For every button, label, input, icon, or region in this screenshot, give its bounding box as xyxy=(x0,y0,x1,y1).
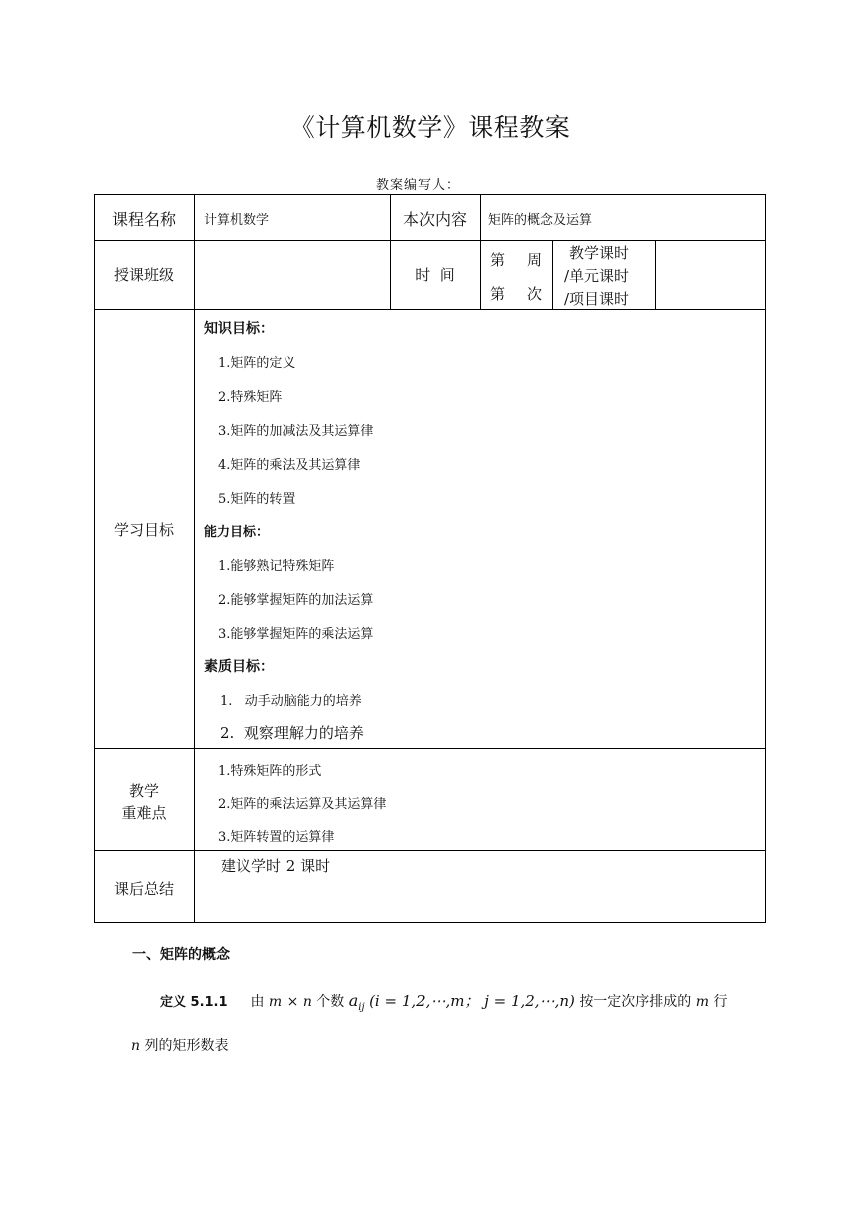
ability-heading: 能力目标： xyxy=(204,525,270,540)
hours-line-1: 教学课时 xyxy=(569,244,630,262)
ability-item: 1.能够熟记特殊矩阵 xyxy=(218,559,335,574)
knowledge-item: 4.矩阵的乘法及其运算律 xyxy=(218,458,361,473)
hours-line-2: /单元课时 xyxy=(564,267,630,285)
author-label: 教案编写人： xyxy=(376,178,461,193)
quality-item: 1. 动手动脑能力的培养 xyxy=(220,694,362,709)
definition-text: 列的矩形数表 xyxy=(144,1038,229,1054)
hours-line-3: /项目课时 xyxy=(564,290,630,308)
ability-item: 3.能够掌握矩阵的乘法运算 xyxy=(218,627,374,642)
ability-item: 2.能够掌握矩阵的加法运算 xyxy=(218,593,374,608)
quality-item: 2. 观察理解力的培养 xyxy=(220,724,364,742)
definition-line-1 xyxy=(160,990,728,1013)
content-value: 矩阵的概念及运算 xyxy=(488,213,593,228)
definition-text: 个数 xyxy=(316,994,345,1010)
table-border-right xyxy=(765,194,766,923)
session-char-2: 次 xyxy=(527,285,543,303)
definition-label: 定义 5.1.1 xyxy=(160,995,228,1010)
table-col-divider xyxy=(480,194,481,310)
class-label: 授课班级 xyxy=(113,266,174,284)
knowledge-item: 5.矩阵的转置 xyxy=(218,492,296,507)
math-symbol: m xyxy=(695,994,710,1010)
time-label: 时 间 xyxy=(415,266,455,284)
math-subscript: ij xyxy=(358,1001,365,1013)
definition-text: 由 xyxy=(250,994,265,1010)
knowledge-item: 2.特殊矩阵 xyxy=(218,390,283,405)
objectives-label: 学习目标 xyxy=(113,521,174,539)
section-heading: 一、矩阵的概念 xyxy=(132,947,230,963)
math-expression: (i = 1,2,⋯,m； j = 1,2,⋯,n) xyxy=(369,992,575,1010)
session-char-1: 第 xyxy=(490,285,506,303)
document-title: 《计算机数学》课程教案 xyxy=(289,113,571,142)
math-symbol: a xyxy=(348,991,359,1010)
definition-line-2 xyxy=(131,1035,228,1055)
content-label: 本次内容 xyxy=(402,210,467,229)
keypoints-item: 1.特殊矩阵的形式 xyxy=(218,764,322,779)
table-col-divider xyxy=(655,240,656,310)
week-char-2: 周 xyxy=(527,251,543,269)
table-col-divider xyxy=(194,194,195,923)
knowledge-item: 3.矩阵的加减法及其运算律 xyxy=(218,424,374,439)
keypoints-item: 2.矩阵的乘法运算及其运算律 xyxy=(218,797,387,812)
summary-label: 课后总结 xyxy=(113,880,174,898)
keypoints-label-line-2: 重难点 xyxy=(121,804,167,822)
knowledge-heading: 知识目标： xyxy=(204,321,274,337)
math-expression: m × n xyxy=(268,994,312,1010)
keypoints-item: 3.矩阵转置的运算律 xyxy=(218,830,335,845)
definition-text: 行 xyxy=(713,994,728,1010)
summary-value: 建议学时 2 课时 xyxy=(221,857,331,875)
keypoints-label-line-1: 教学 xyxy=(128,782,159,800)
quality-heading: 素质目标： xyxy=(204,659,274,675)
table-col-divider xyxy=(552,240,553,310)
definition-text: 按一定次序排成的 xyxy=(579,994,692,1010)
knowledge-item: 1.矩阵的定义 xyxy=(218,356,296,371)
course-name-value: 计算机数学 xyxy=(204,213,270,228)
course-name-label: 课程名称 xyxy=(111,210,176,229)
math-symbol: n xyxy=(131,1038,141,1054)
week-char-1: 第 xyxy=(490,251,506,269)
